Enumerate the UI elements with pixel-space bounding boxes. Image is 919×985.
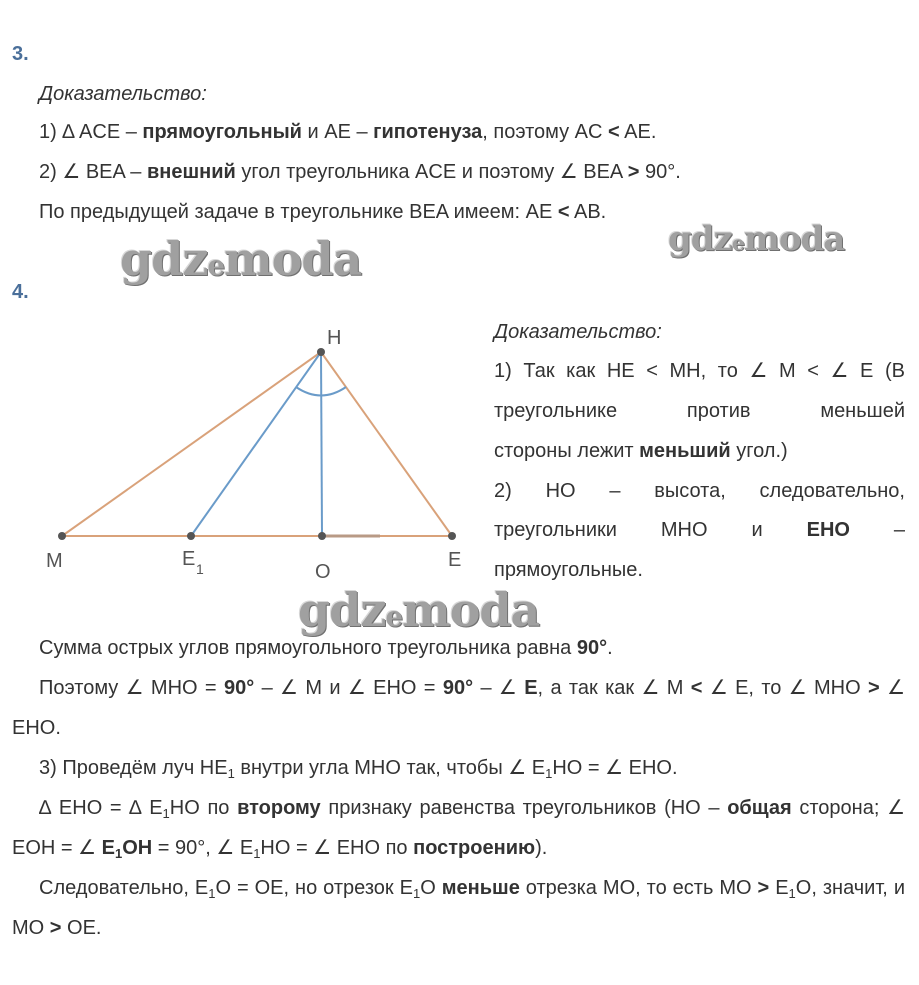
point-e1 bbox=[187, 532, 195, 540]
proof-line-6: прямоугольные. bbox=[494, 559, 643, 581]
label-m: M bbox=[46, 550, 63, 572]
label-e1: E bbox=[182, 548, 196, 570]
section-3-line-2: 2) ∠ BEA – внешний угол треугольника ACE и поэтому ∠ BEA > 90°. bbox=[39, 161, 681, 183]
segment-mh bbox=[62, 352, 321, 536]
watermark-logo: gdzemoda bbox=[668, 219, 845, 259]
proof-line-3: стороны лежит меньший угол.) bbox=[494, 440, 788, 462]
label-h: H bbox=[327, 327, 342, 349]
watermark-logo: gdzemoda bbox=[298, 583, 540, 637]
section-3-line-1: 1) ∆ ACE – прямоугольный и AE – гипотенуза, поэтому AC < AE. bbox=[39, 121, 657, 143]
label-o: O bbox=[315, 561, 331, 583]
point-e bbox=[448, 532, 456, 540]
point-m bbox=[58, 532, 66, 540]
section-3-number: 3. bbox=[12, 43, 29, 65]
proof-line-4: 2) HO – высота, следовательно, bbox=[494, 480, 905, 502]
paragraph-equality: ∆ EHO = ∆ $E_1HO$ по второму признаку равенства треугольников (HO – общая сторона; ∠ EOH = ∠ $E_1OH = 90^\circ$, ∠ $E_1HO$ = ∠ EHO по построению). bbox=[12, 797, 905, 861]
proof-line-1: 1) Так как HE < MH, то ∠ M < ∠ E (В bbox=[494, 360, 905, 382]
label-e1-subscript: 1 bbox=[196, 561, 204, 577]
proof-line-5: треугольники MHO и EHO – bbox=[494, 519, 906, 541]
point-h bbox=[317, 348, 325, 356]
watermark-logo: gdzemoda bbox=[120, 232, 362, 286]
section-4-heading: Доказательство: bbox=[494, 321, 662, 343]
segment-he1 bbox=[191, 352, 321, 536]
point-o bbox=[318, 532, 326, 540]
section-3-line-3: По предыдущей задаче в треугольнике BEA имеем: AE < AB. bbox=[39, 201, 607, 223]
section-3-heading: Доказательство: bbox=[39, 83, 207, 105]
paragraph-therefore: Поэтому ∠ MHO = 90° – ∠ M и ∠ EHO = 90° – ∠ E, а так как ∠ M < ∠ E, то ∠ MHO > ∠ EHO. bbox=[12, 677, 905, 739]
proof-line-2: треугольнике против меньшей bbox=[494, 400, 905, 422]
paragraph-ray: 3) Проведём луч $HE_1$ внутри угла MHO так, чтобы ∠ $E_1HO$ = ∠ EHO. bbox=[39, 757, 678, 781]
paragraph-conclusion: Следовательно, $E_1O$ = OE, но отрезок $E_1O$ меньше отрезка MO, то есть MO > $E_1O$, значит, и MO > OE. bbox=[12, 877, 905, 939]
section-4-number: 4. bbox=[12, 281, 29, 303]
paragraph-sum-angles: Сумма острых углов прямоугольного треугольника равна 90°. bbox=[39, 637, 613, 659]
label-e: E bbox=[448, 549, 462, 571]
segment-ho bbox=[321, 352, 322, 536]
segment-he bbox=[321, 352, 452, 536]
